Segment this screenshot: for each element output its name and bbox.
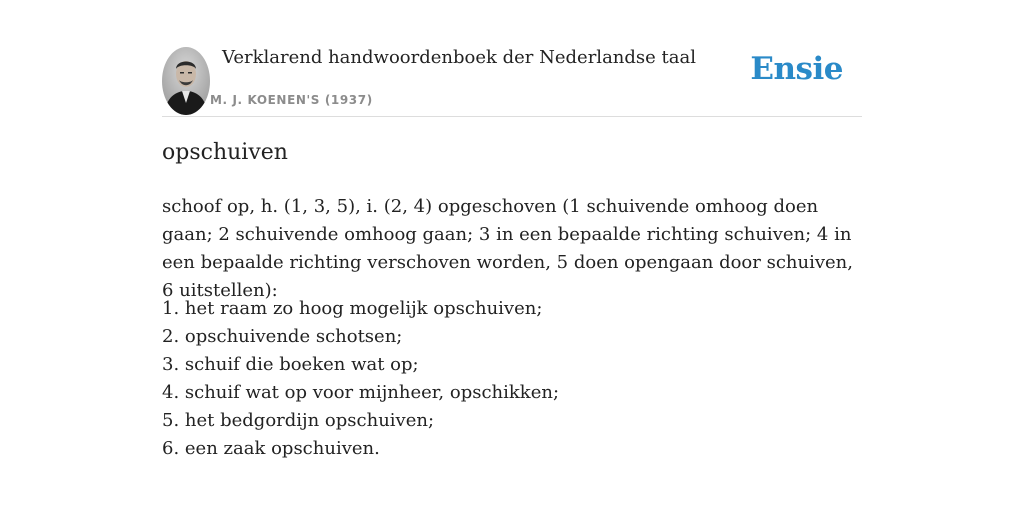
example-item: 2. opschuivende schotsen; <box>162 326 403 347</box>
site-header <box>162 44 862 117</box>
example-item: 4. schuif wat op voor mijnheer, opschikken; <box>162 382 560 403</box>
entry-headword: opschuiven <box>162 140 288 165</box>
example-item: 6. een zaak opschuiven. <box>162 438 380 459</box>
ensie-logo-link[interactable]: Ensie <box>750 51 843 87</box>
author-portrait-icon <box>162 47 210 115</box>
example-item: 5. het bedgordijn opschuiven; <box>162 410 435 431</box>
example-item: 3. schuif die boeken wat op; <box>162 354 419 375</box>
entry-definition: schoof op, h. (1, 3, 5), i. (2, 4) opgeschoven (1 schuivende omhoog doen gaan; 2 schuivende omhoog gaan; 3 in een bepaalde richting schuiven; 4 in een bepaalde richting verschoven worden, 5 doen opengaan door schuiven, 6 uitstellen): <box>162 196 853 301</box>
dictionary-edition: M. J. KOENEN'S (1937) <box>210 93 373 107</box>
example-item: 1. het raam zo hoog mogelijk opschuiven; <box>162 298 543 319</box>
example-list <box>162 295 862 463</box>
dictionary-title: Verklarend handwoordenboek der Nederlandse taal <box>222 47 696 68</box>
